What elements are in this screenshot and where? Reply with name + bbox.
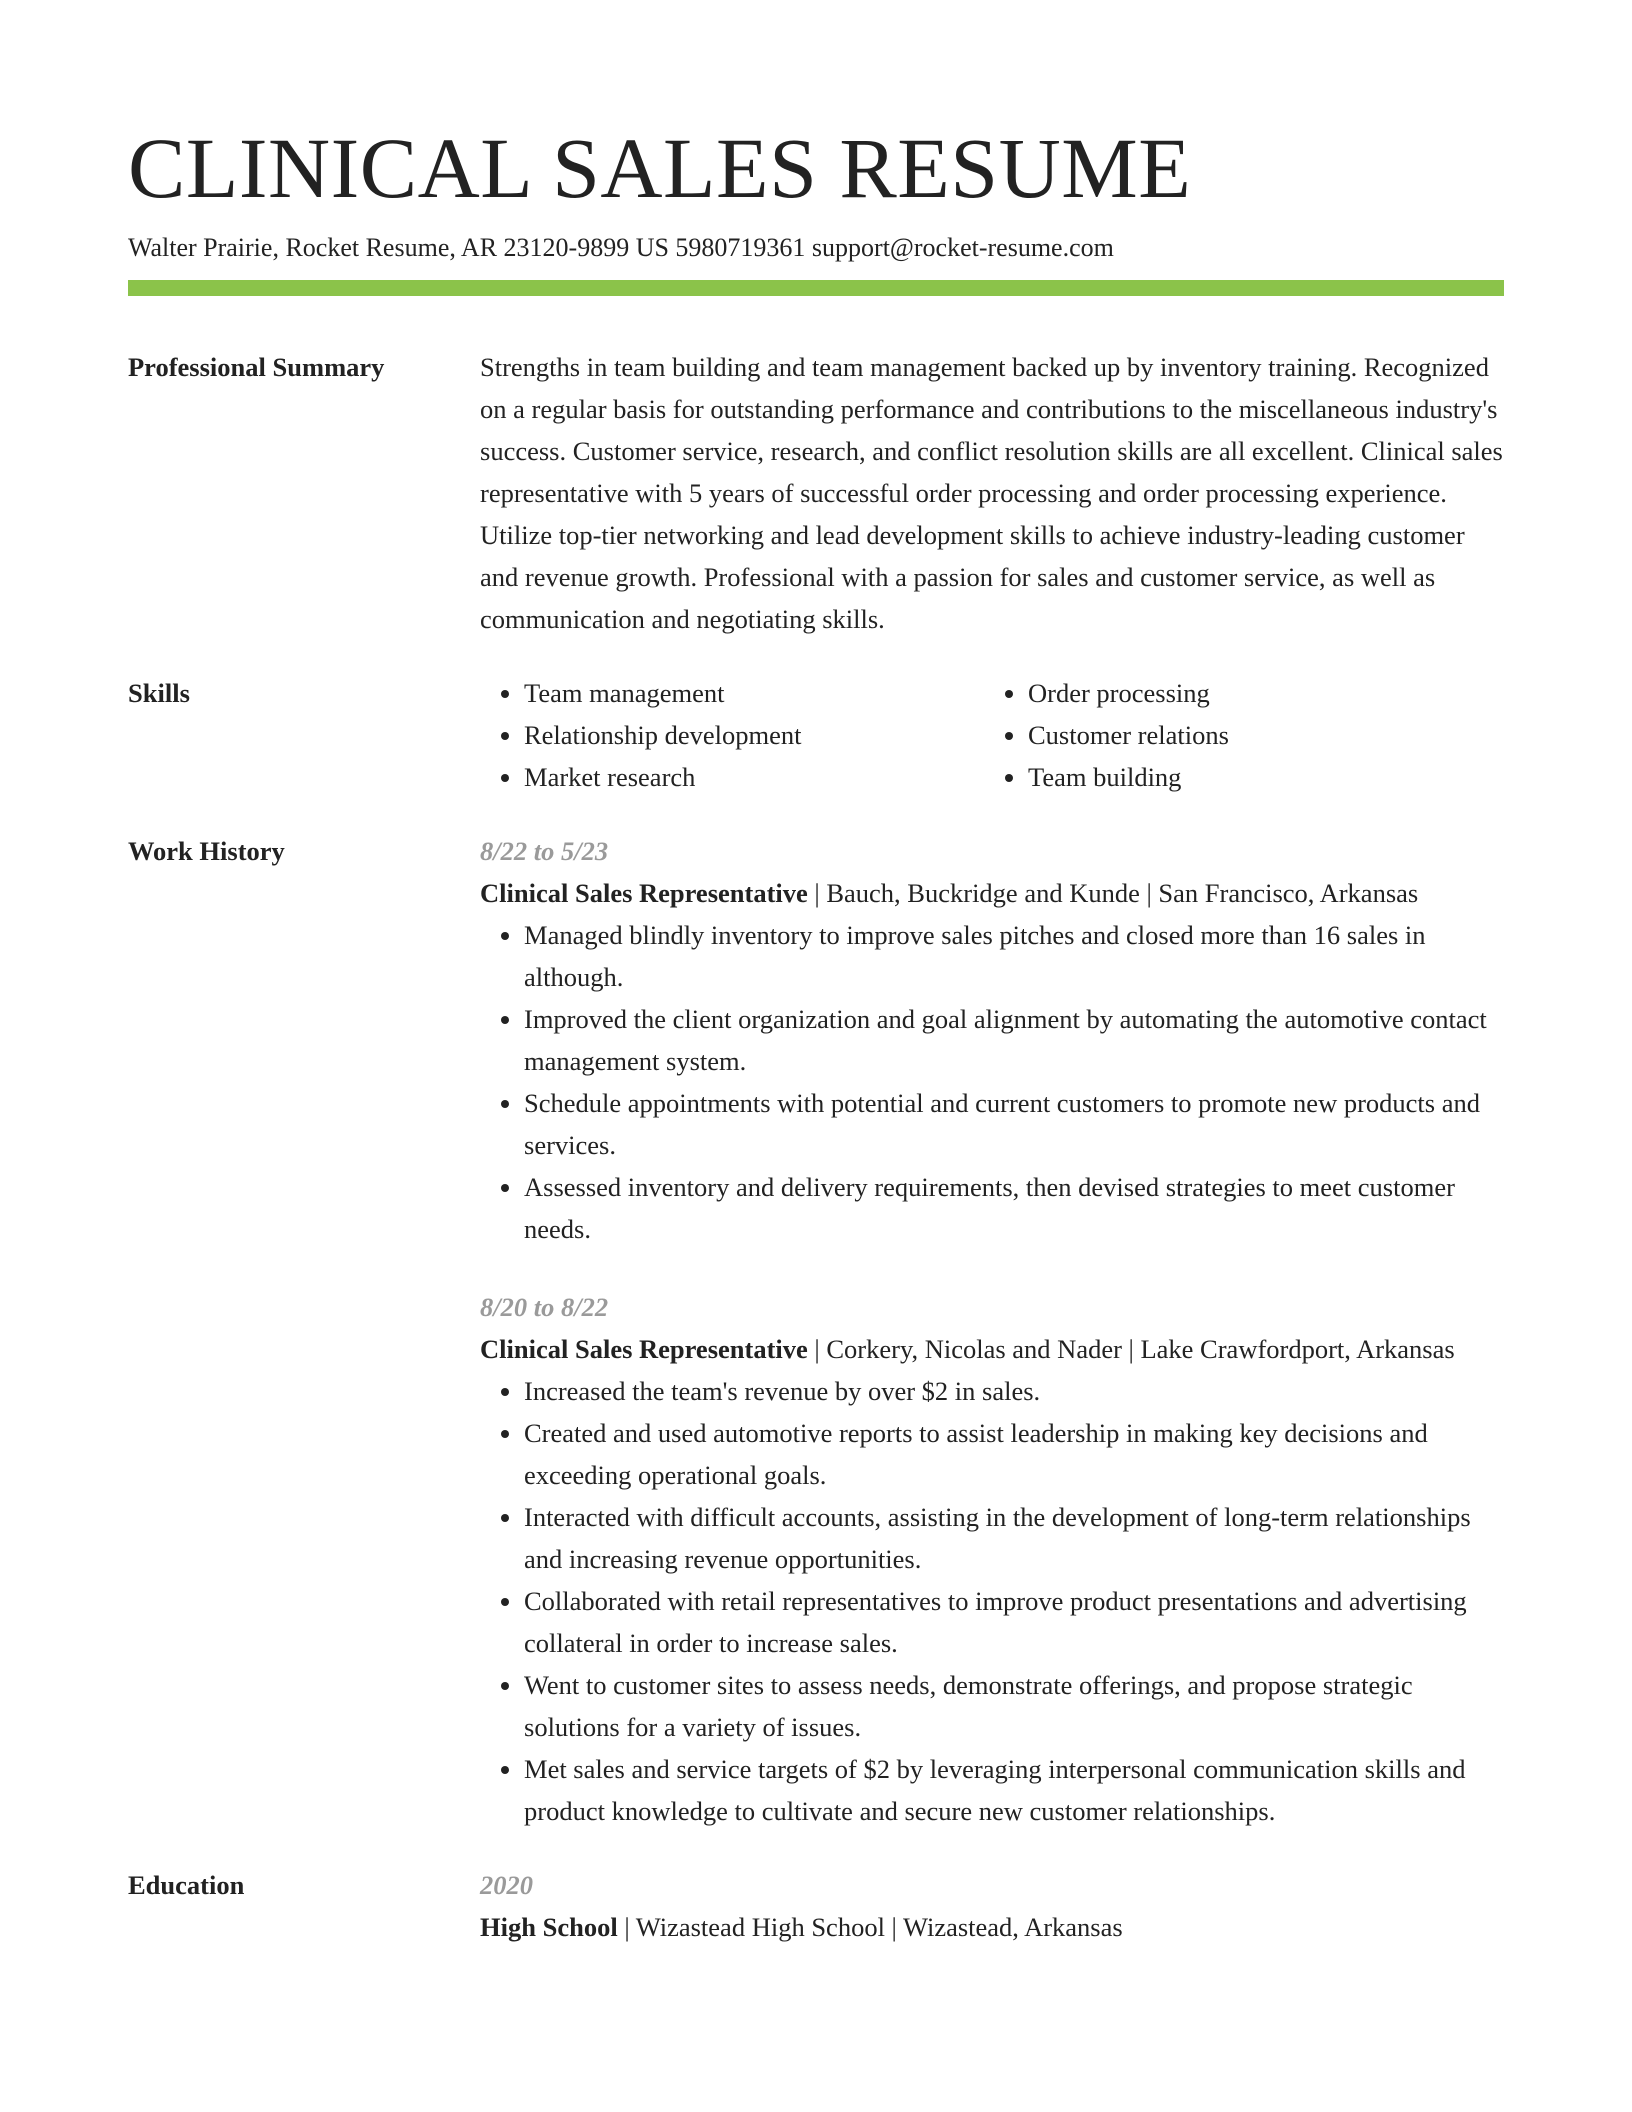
section-label: Professional Summary bbox=[128, 352, 385, 382]
education-body bbox=[480, 1864, 1504, 1948]
job-dates: 8/22 to 5/23 bbox=[480, 836, 609, 866]
education-school-location: | Wizastead High School | Wizastead, Arkansas bbox=[617, 1912, 1123, 1942]
job-employer-location: | Bauch, Buckridge and Kunde | San Francisco, Arkansas bbox=[807, 878, 1419, 908]
education-year: 2020 bbox=[480, 1870, 533, 1900]
job-role-line bbox=[480, 1328, 1504, 1370]
job-entry bbox=[480, 830, 1504, 1250]
skills-section bbox=[128, 672, 1504, 798]
skill-item: • Customer relations bbox=[1028, 714, 1488, 756]
skills-column-right bbox=[984, 672, 1488, 798]
section-label: Work History bbox=[128, 836, 285, 866]
job-bullet: • Collaborated with retail representatives to improve product presentations and advertising collateral in order to increase sales. bbox=[524, 1580, 1504, 1664]
job-bullet: • Assessed inventory and delivery requirements, then devised strategies to meet customer needs. bbox=[524, 1166, 1504, 1250]
job-title: Clinical Sales Representative bbox=[480, 878, 808, 908]
skills-column-left bbox=[480, 672, 984, 798]
job-role-line bbox=[480, 872, 1504, 914]
skills-grid bbox=[480, 672, 1504, 798]
education-line bbox=[480, 1906, 1504, 1948]
job-entry bbox=[480, 1286, 1504, 1832]
skill-item: • Market research bbox=[524, 756, 984, 798]
job-bullets bbox=[480, 1370, 1504, 1832]
job-bullet: • Interacted with difficult accounts, assisting in the development of long-term relationships and increasing revenue opportunities. bbox=[524, 1496, 1504, 1580]
summary-text: Strengths in team building and team management backed up by inventory training. Recognized on a regular basis for outstanding performance and contributions to the miscellaneous industry's success. Customer service, research, and conflict resolution skills are all excellent. Clinical sales representative with 5 years of successful order processing and order processing experience. Utilize top-tier networking and lead development skills to achieve industry-leading customer and revenue growth. Professional with a passion for sales and customer service, as well as communication and negotiating skills. bbox=[480, 352, 1503, 634]
job-employer-location: | Corkery, Nicolas and Nader | Lake Crawfordport, Arkansas bbox=[807, 1334, 1455, 1364]
skill-item: • Order processing bbox=[1028, 672, 1488, 714]
section-label: Education bbox=[128, 1870, 245, 1900]
work-history-body bbox=[480, 830, 1504, 1832]
resume-page bbox=[128, 118, 1504, 1948]
job-bullet: • Improved the client organization and goal alignment by automating the automotive contact management system. bbox=[524, 998, 1504, 1082]
job-title: Clinical Sales Representative bbox=[480, 1334, 808, 1364]
work-history-section bbox=[128, 830, 1504, 1832]
job-bullet: • Went to customer sites to assess needs, demonstrate offerings, and propose strategic solutions for a variety of issues. bbox=[524, 1664, 1504, 1748]
job-bullets bbox=[480, 914, 1504, 1250]
job-bullet: • Managed blindly inventory to improve sales pitches and closed more than 16 sales in although. bbox=[524, 914, 1504, 998]
job-bullet: • Met sales and service targets of $2 by leveraging interpersonal communication skills and product knowledge to cultivate and secure new customer relationships. bbox=[524, 1748, 1504, 1832]
skill-item: • Team management bbox=[524, 672, 984, 714]
job-dates: 8/20 to 8/22 bbox=[480, 1292, 609, 1322]
job-bullet: • Increased the team's revenue by over $2 in sales. bbox=[524, 1370, 1504, 1412]
contact-line: Walter Prairie, Rocket Resume, AR 23120-9899 US 5980719361 support@rocket-resume.com bbox=[128, 233, 1114, 262]
education-section bbox=[128, 1864, 1504, 1948]
job-bullet: • Schedule appointments with potential and current customers to promote new products and services. bbox=[524, 1082, 1504, 1166]
job-bullet: • Created and used automotive reports to assist leadership in making key decisions and exceeding operational goals. bbox=[524, 1412, 1504, 1496]
professional-summary-section bbox=[128, 346, 1504, 640]
education-degree: High School bbox=[480, 1912, 618, 1942]
accent-divider bbox=[128, 280, 1504, 296]
skill-item: • Relationship development bbox=[524, 714, 984, 756]
section-label: Skills bbox=[128, 678, 190, 708]
resume-title: CLINICAL SALES RESUME bbox=[128, 120, 1192, 216]
skill-item: • Team building bbox=[1028, 756, 1488, 798]
